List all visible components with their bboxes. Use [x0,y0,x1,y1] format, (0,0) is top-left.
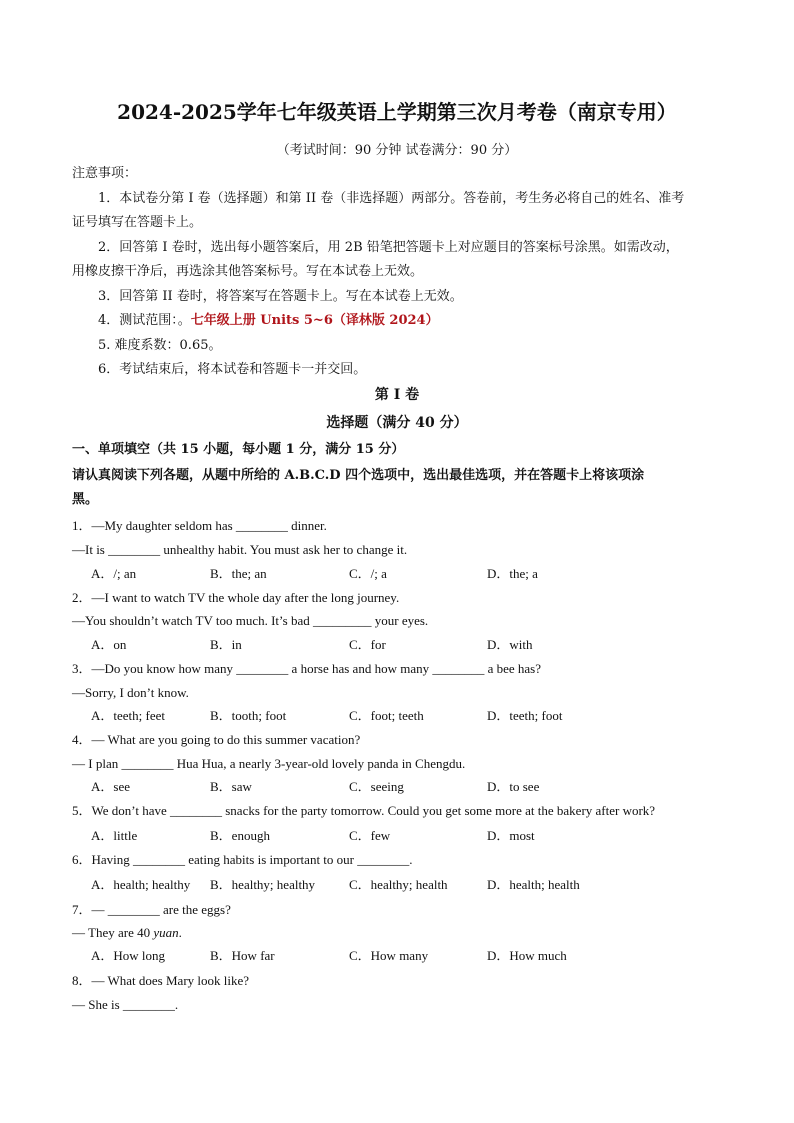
q4-option-a: A．see [91,779,130,794]
question-4: 4．— What are you going to do this summer vacation? [72,732,361,747]
exam-time-info: （考试时间：90 分钟 试卷满分：90 分） [276,143,518,158]
q4-option-d: D．to see [487,779,540,794]
q7-reply-suffix: . [178,925,182,940]
q3-option-d: D．teeth; foot [487,708,563,723]
q4-option-b: B．saw [210,779,252,794]
notes-heading: 注意事项： [72,166,138,181]
q6-option-c: C．healthy; health [349,877,448,892]
q1-option-b: B．the; an [210,566,267,581]
question-2: 2．—I want to watch TV the whole day after the long journey. [72,590,400,605]
q1-option-d: D．the; a [487,566,538,581]
question-2-reply: —You shouldn’t watch TV too much. It’s bad _________ your eyes. [72,613,429,628]
note-item-6: 6．考试结束后，将本试卷和答题卡一并交回。 [98,362,367,377]
note-item-1-cont: 证号填写在答题卡上。 [72,215,203,230]
section-heading: 一、单项填空（共 15 小题，每小题 1 分，满分 15 分） [72,442,405,457]
part-heading: 选择题（满分 40 分） [326,415,468,431]
q5-option-d: D．most [487,828,535,843]
question-1-reply: —It is ________ unhealthy habit. You must ask her to change it. [72,542,408,557]
question-7: 7．— ________ are the eggs? [72,902,231,917]
question-8: 8．— What does Mary look like? [72,973,250,988]
q4-option-c: C．seeing [349,779,404,794]
q3-option-b: B．tooth; foot [210,708,287,723]
q7-option-d: D．How much [487,948,567,963]
q7-option-c: C．How many [349,948,429,963]
note-item-5: 5. 难度系数：0.65。 [98,338,222,353]
volume-heading: 第 I 卷 [374,387,420,403]
q1-option-c: C．/; a [349,566,387,581]
q2-option-b: B．in [210,637,242,652]
instructions-cont: 黑。 [72,492,99,507]
q2-option-c: C．for [349,637,386,652]
q5-option-a: A．little [91,828,138,843]
q7-option-a: A．How long [91,948,166,963]
q6-option-b: B．healthy; healthy [210,877,316,892]
page-title: 2024-2025学年七年级英语上学期第三次月考卷（南京专用） [117,100,677,124]
q7-reply-prefix: — They are 40 [72,925,154,940]
question-3-reply: —Sorry, I don’t know. [72,685,189,700]
q6-option-a: A．health; healthy [91,877,191,892]
question-5: 5．We don’t have ________ snacks for the party tomorrow. Could you get some more at the bakery after work? [72,803,656,818]
q7-reply-unit: yuan [153,925,179,940]
note-item-3: 3．回答第 II 卷时，将答案写在答题卡上。写在本试卷上无效。 [98,289,463,304]
q5-option-b: B．enough [210,828,270,843]
note-item-2-cont: 用橡皮擦干净后，再选涂其他答案标号。写在本试卷上无效。 [72,264,424,279]
q6-option-d: D．health; health [487,877,580,892]
question-6: 6．Having ________ eating habits is important to our ________. [72,852,413,867]
instructions: 请认真阅读下列各题，从题中所给的 A.B.C.D 四个选项中，选出最佳选项，并在答题卡上将该项涂 [72,468,645,483]
q3-option-a: A．teeth; feet [91,708,165,723]
note-item-4 [98,312,439,330]
q2-option-a: A．on [91,637,127,652]
q7-option-b: B．How far [210,948,275,963]
question-8-reply: — She is ________. [72,997,179,1012]
q3-option-c: C．foot; teeth [349,708,424,723]
q2-option-d: D．with [487,637,533,652]
q1-option-a: A．/; an [91,566,137,581]
q5-option-c: C．few [349,828,391,843]
test-range: 七年级上册 Units 5~6（译林版 2024） [190,313,439,328]
question-4-reply: — I plan ________ Hua Hua, a nearly 3-year-old lovely panda in Chengdu. [72,756,466,771]
note-item-4-prefix: 4．测试范围：。 [98,313,191,328]
question-1: 1．—My daughter seldom has ________ dinner. [72,518,327,533]
question-7-reply [72,924,182,942]
note-item-1: 1．本试卷分第 I 卷（选择题）和第 II 卷（非选择题）两部分。答卷前，考生务必将自己的姓名、准考 [98,191,685,206]
question-3: 3．—Do you know how many ________ a horse has and how many ________ a bee has? [72,661,542,676]
note-item-2: 2．回答第 I 卷时，选出每小题答案后，用 2B 铅笔把答题卡上对应题目的答案标号涂黑。如需改动， [98,240,679,255]
